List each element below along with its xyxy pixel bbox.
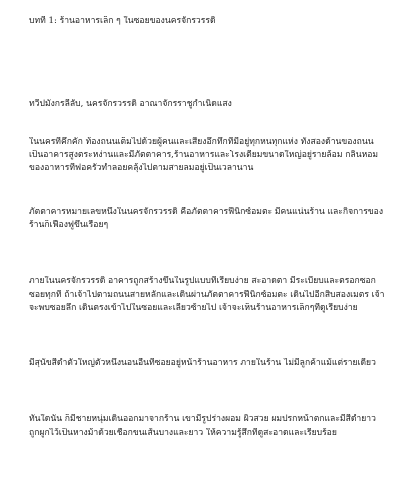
paragraph-line: ซอยทุกที่ ถ้าเจ้าไปตามถนนสายหลักและเดินผ่านภัตตาคารฟีนิกซ์อมตะ เดินไปอีกสิบสองเมตร เจ้า <box>29 290 385 300</box>
paragraph-line: ทันใดนั้น ก็มีชายหนุ่มเดินออกมาจากร้าน เขามีรูปร่างผอม ผิวสวย ผมปรกหน้าตกและมีสีดำยาว <box>29 414 376 424</box>
paragraph-line: ร้านก็เฟื่องฟูขึ้นเรื่อยๆ <box>29 220 109 230</box>
location-line: ทวีปมังกรลี้ลับ, นครจักรวรรดิ อาณาจักรราชูกำเนิดแสง <box>29 99 232 109</box>
paragraph-line: ของอาหารที่ฟอครัวทำลอยคลุ้งไปตามสายลมอยู่เป็นเวลานาน <box>29 163 254 173</box>
paragraph-line: ถูกผูกไว้เป็นหางม้าด้วยเชือกขนเส้นบางและยาว ให้ความรู้สึกที่ดูสะอาดและเรียบร้อย <box>29 428 337 438</box>
paragraph-line: ภัตตาคารหมายเลขหนึ่งในนครจักรวรรดิ คือภัตตาคารฟีนิกซ์อมตะ มีคนแน่นร้าน และกิจการของ <box>29 207 384 217</box>
paragraph-line: ภายในนครจักรวรรดิ อาคารถูกสร้างขึ้นในรูปแบบที่เรียบง่าย สะอาดตา มีระเบียบและตรอกซอก <box>29 276 376 286</box>
paragraph-line: จะพบซอยลึก เดินตรงเข้าไปในซอยและเลี้ยวซ้ายไป เจ้าจะเห็นร้านอาหารเล็กๆที่ดูเรียบง่าย <box>29 303 358 313</box>
paragraph-line: มีสุนัขสีดำตัวใหญ่ตัวหนึ่งนอนอื่นที่ซอยอยู่หน้าร้านอาหาร ภายในร้าน ไม่มีลูกค้าแม้แต่รายเดียว <box>29 358 376 368</box>
chapter-title: บทที่ 1: ร้านอาหารเล็ก ๆ ในซอยของนครจักรวรรดิ <box>29 16 216 26</box>
paragraph-line: เป็นอาคารสูงตระหง่านและมีภัตตาคาร,ร้านอาหารและโรงเตี๊ยมขนาดใหญ่อยู่รายล้อม กลิ่นหอม <box>29 150 379 160</box>
paragraph-line: ในนครที่คึกคัก ท้องถนนเต็มไปด้วยผู้คนและเสียงอึกทึกที่มีอยู่ทุกหนทุกแห่ง ทั้งสองด้านของถนน <box>29 137 374 147</box>
